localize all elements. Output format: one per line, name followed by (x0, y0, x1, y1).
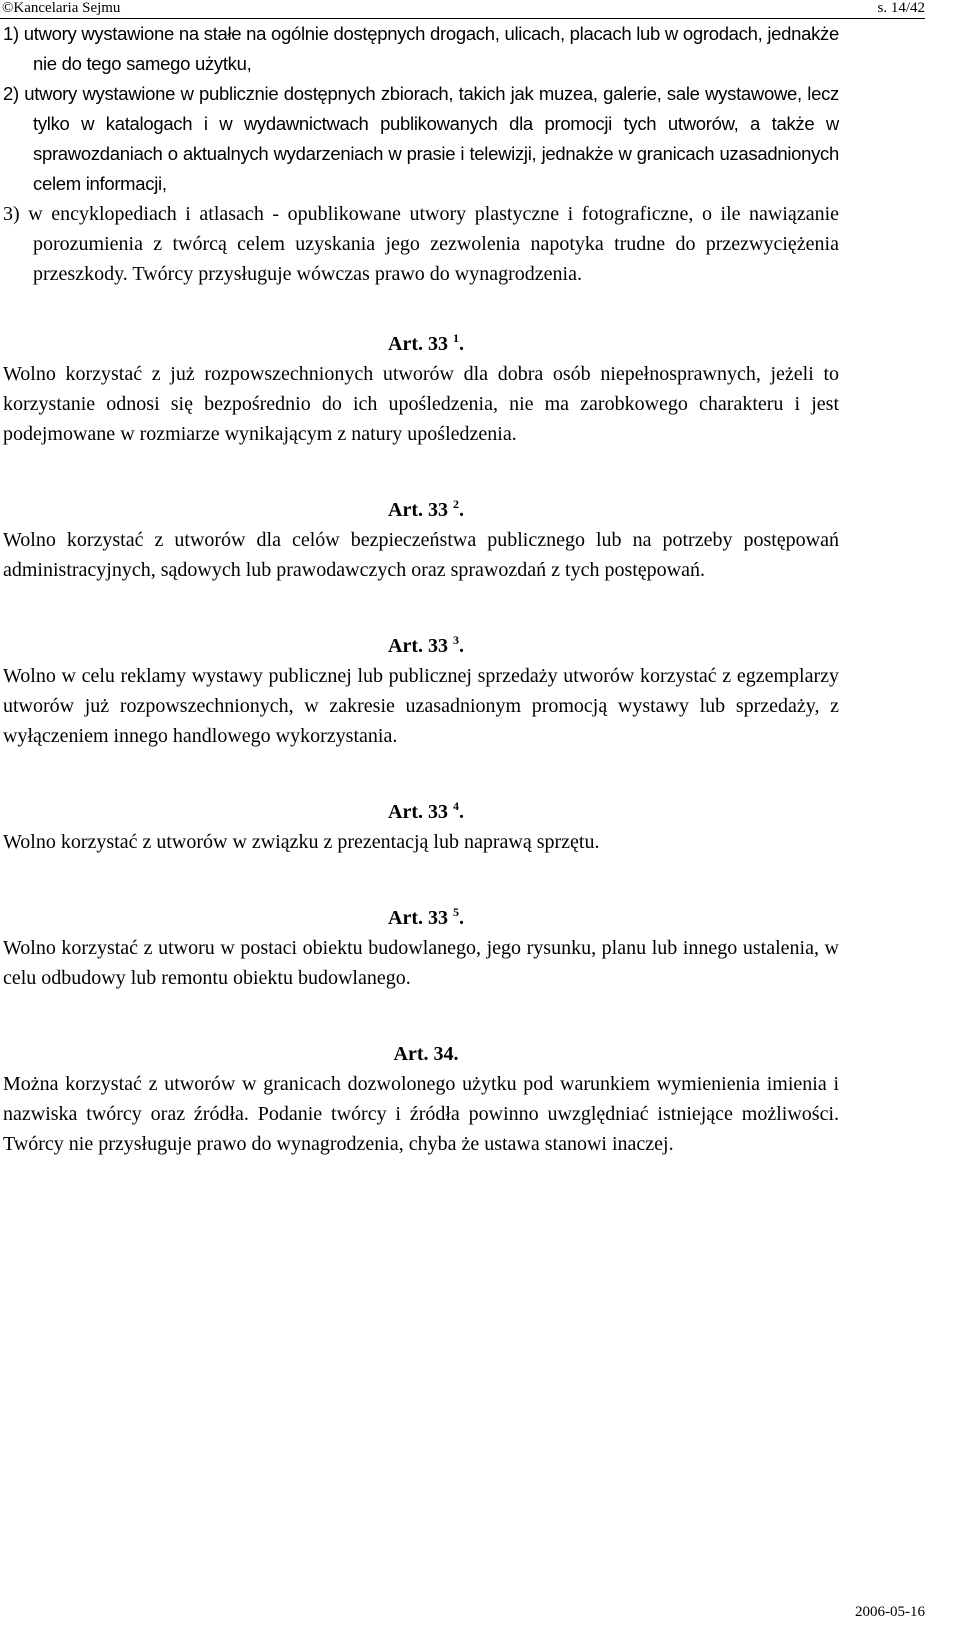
article-heading (3, 329, 839, 359)
article-text: Wolno korzystać z utworów w związku z prezentacją lub naprawą sprzętu. (3, 831, 600, 853)
article-heading-end: . (458, 801, 464, 823)
article-heading-label: Art. 33 (388, 333, 448, 355)
footer-date: 2006-05-16 (855, 1604, 925, 1620)
list-item: 1) utwory wystawione na stałe na ogólnie dostępnych drogach, ulicach, placach lub w ogrodach, jednakże nie do tego samego użytku, (3, 23, 839, 74)
header-page-number: s. 14/42 (877, 0, 925, 16)
article-heading (3, 631, 839, 661)
article-heading (3, 797, 839, 827)
article-heading (3, 495, 839, 525)
article-superscript: 1 (452, 331, 459, 345)
article-heading-end: . (458, 907, 464, 929)
article-text: Wolno korzystać z utworu w postaci obiektu budowlanego, jego rysunku, planu lub innego ustalenia, w celu odbudowy lub remontu obiektu budowlanego. (3, 937, 839, 989)
article-heading-label: Art. 33 (388, 635, 448, 657)
article-text: Wolno korzystać z już rozpowszechnionych utworów dla dobra osób niepełnosprawnych, jeżeli to korzystanie odnosi się bezpośrednio do ich upośledzenia, nie ma zarobkowego charakteru i jest podejmowane w rozmiarze wynikającym z natury upośledzenia. (3, 363, 839, 445)
article-text: Wolno korzystać z utworów dla celów bezpieczeństwa publicznego lub na potrzeby postępowań administracyjnych, sądowych lub prawodawczych oraz sprawozdań z tych postępowań. (3, 529, 839, 581)
article-heading-label: Art. 33 (388, 499, 448, 521)
article-heading-label: Art. 33 (388, 801, 448, 823)
document-body (3, 19, 839, 1159)
article-superscript: 3 (452, 633, 459, 647)
article-heading-end: . (458, 333, 464, 355)
article-superscript: 5 (452, 905, 459, 919)
header-copyright: ©Kancelaria Sejmu (2, 0, 121, 16)
article-superscript: 2 (452, 497, 459, 511)
article-heading-label: Art. 34. (393, 1043, 459, 1065)
article-heading-end: . (458, 499, 464, 521)
article-heading (3, 1039, 839, 1069)
list-item: 2) utwory wystawione w publicznie dostępnych zbiorach, takich jak muzea, galerie, sale wystawowe, lecz tylko w katalogach i w wydawnictwach publikowanych dla promocji tych utworów, a także w sprawozdaniach o aktualnych wydarzeniach w prasie i telewizji, jednakże w granicach uzasadnionych celem informacji, (3, 83, 839, 194)
list-item: 3) w encyklopediach i atlasach - opublikowane utwory plastyczne i fotograficzne, o ile nawiązanie porozumienia z twórcą celem uzyskania jego zezwolenia napotyka trudne do przezwyciężenia przeszkody. Twórcy przysługuje wówczas prawo do wynagrodzenia. (3, 203, 839, 285)
article-heading-label: Art. 33 (388, 907, 448, 929)
article-text: Można korzystać z utworów w granicach dozwolonego użytku pod warunkiem wymienienia imienia i nazwiska twórcy oraz źródła. Podanie twórcy i źródła powinno uwzględniać istniejące możliwości. Twórcy nie przysługuje prawo do wynagrodzenia, chyba że ustawa stanowi inaczej. (3, 1073, 839, 1155)
article-text: Wolno w celu reklamy wystawy publicznej lub publicznej sprzedaży utworów korzystać z egzemplarzy utworów już rozpowszechnionych, w zakresie uzasadnionym promocją wystawy lub sprzedaży, z wyłączeniem innego handlowego wykorzystania. (3, 665, 839, 747)
article-superscript: 4 (452, 799, 459, 813)
article-heading-end: . (458, 635, 464, 657)
article-heading (3, 903, 839, 933)
